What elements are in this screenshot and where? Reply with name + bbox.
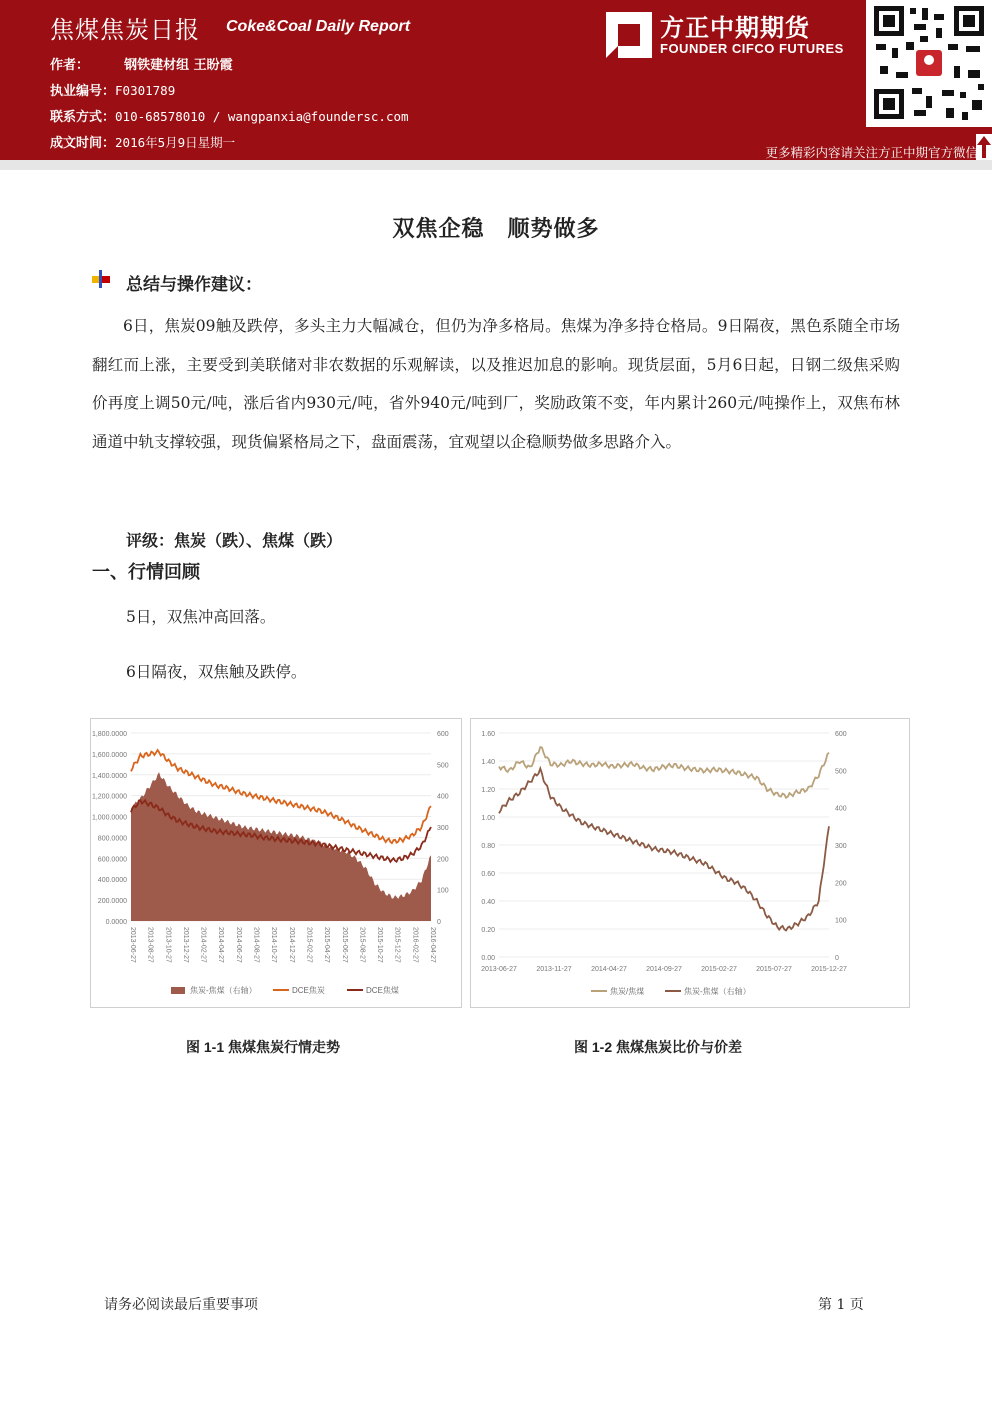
x-tick-label: 2015-10-27 <box>376 927 384 963</box>
y-left-tick-label: 0.00 <box>481 955 495 962</box>
x-tick-label: 2014-12-27 <box>287 927 295 963</box>
x-tick-label: 2014-08-27 <box>252 927 260 963</box>
x-tick-label: 2015-08-27 <box>358 927 366 963</box>
page-number: 第 1 页 <box>818 1297 864 1313</box>
qr-code-icon <box>866 0 992 127</box>
summary-heading: 总结与操作建议： <box>126 275 262 295</box>
contact-value: 010-68578010 / wangpanxia@foundersc.com <box>115 109 409 124</box>
y-left-tick-label: 800.0000 <box>97 835 127 843</box>
scroll-up-button[interactable] <box>976 134 992 160</box>
x-tick-label: 2015-06-27 <box>340 927 348 963</box>
follow-wechat-text: 更多精彩内容请关注方正中期官方微信 <box>765 145 978 160</box>
x-tick-label: 2015-02-27 <box>305 927 313 963</box>
x-tick-label: 2013-08-27 <box>146 927 154 963</box>
author-label: 作者： <box>50 58 90 73</box>
y-left-tick-label: 0.0000 <box>105 919 127 926</box>
x-tick-label: 2013-12-27 <box>181 927 189 963</box>
license-value: F0301789 <box>115 83 176 98</box>
logo-text-cn: 方正中期期货 <box>660 14 810 42</box>
y-right-tick-label: 300 <box>835 843 847 850</box>
section-bullet-icon <box>92 270 110 288</box>
legend-label: 焦炭-焦煤（右轴） <box>190 986 257 995</box>
y-right-tick-label: 500 <box>437 762 449 770</box>
author-value: 钢铁建材组 王盼霞 <box>124 58 233 73</box>
y-right-tick-label: 100 <box>437 887 449 895</box>
x-tick-label: 2014-06-27 <box>234 927 242 963</box>
x-tick-label: 2013-10-27 <box>164 927 172 963</box>
series-area <box>131 772 431 921</box>
x-tick-label: 2014-09-27 <box>646 966 682 973</box>
y-left-tick-label: 600.0000 <box>97 856 127 864</box>
x-tick-label: 2014-04-27 <box>591 966 627 973</box>
y-right-tick-label: 100 <box>835 917 847 925</box>
chart-ratio-spread <box>470 718 910 1008</box>
report-title-en: Coke&Coal Daily Report <box>226 18 411 35</box>
y-right-tick-label: 400 <box>437 793 449 801</box>
y-right-tick-label: 0 <box>835 955 839 962</box>
y-left-tick-label: 1,000.0000 <box>91 814 127 822</box>
x-tick-label: 2013-06-27 <box>481 966 517 973</box>
contact-label: 联系方式： <box>50 110 116 125</box>
y-right-tick-label: 400 <box>835 805 847 813</box>
y-right-tick-label: 500 <box>835 768 847 776</box>
footer-disclaimer: 请务必阅读最后重要事项 <box>104 1297 258 1313</box>
y-left-tick-label: 1,200.0000 <box>91 793 127 801</box>
y-left-tick-label: 200.0000 <box>97 898 127 906</box>
chart-coke-coal-trend <box>90 718 462 1008</box>
y-left-tick-label: 0.60 <box>481 871 495 878</box>
y-left-tick-label: 0.20 <box>481 927 495 934</box>
series-line <box>499 769 829 931</box>
y-right-tick-label: 300 <box>437 825 449 832</box>
arrow-up-icon <box>976 134 992 160</box>
y-left-tick-label: 1.20 <box>481 787 495 794</box>
qr-code[interactable] <box>866 0 992 127</box>
y-left-tick-label: 0.80 <box>481 843 495 850</box>
date-label: 成文时间： <box>50 136 116 151</box>
license-label: 执业编号： <box>50 84 116 99</box>
company-logo <box>604 8 860 64</box>
chart-2-svg <box>471 719 909 1007</box>
review-line-2: 6日隔夜，双焦触及跌停。 <box>126 663 307 681</box>
legend-label: DCE焦炭 <box>292 986 325 995</box>
y-left-tick-label: 1.60 <box>481 731 495 738</box>
y-left-tick-label: 0.40 <box>481 899 495 906</box>
x-tick-label: 2013-06-27 <box>129 927 136 963</box>
y-right-tick-label: 600 <box>437 731 449 738</box>
document-title: 双焦企稳 顺势做多 <box>392 217 600 242</box>
summary-paragraph: 6日，焦炭09触及跌停，多头主力大幅减仓，但仍为净多格局。焦煤为净多持仓格局。9日隔夜，黑色系随全市场翻红而上涨，主要受到美联储对非农数据的乐观解读，以及推迟加息的影响。现货层面，5月6日起，日钢二级焦采购价再度上调50元/吨，涨后省内930元/吨，省外940元/吨到厂，奖励政策不变，年内累计260元/吨操作上，双焦布林通道中轨支撑较强，现货偏紧格局之下，盘面震荡，宜观望以企稳顺势做多思路介入。 <box>92 317 900 451</box>
y-left-tick-label: 400.0000 <box>97 877 127 885</box>
logo-text-en: FOUNDER CIFCO FUTURES <box>660 41 844 56</box>
legend-label: 焦炭-焦煤（右轴） <box>684 987 751 996</box>
rating-line: 评级：焦炭（跌）、焦煤（跌） <box>126 531 343 550</box>
y-left-tick-label: 1,800.0000 <box>91 731 127 738</box>
header-divider <box>0 160 992 170</box>
figure-caption-2: 图 1-2 焦煤焦炭比价与价差 <box>573 1039 742 1055</box>
license-row <box>50 80 175 99</box>
chart-1-svg <box>91 719 461 1007</box>
x-tick-label: 2014-04-27 <box>217 927 225 963</box>
x-tick-label: 2015-07-27 <box>756 966 792 973</box>
x-tick-label: 2014-02-27 <box>199 927 207 963</box>
y-right-tick-label: 200 <box>835 880 847 888</box>
x-tick-label: 2014-10-27 <box>270 927 278 963</box>
y-left-tick-label: 1,600.0000 <box>91 751 127 759</box>
legend-label: 焦炭/焦煤 <box>610 987 645 996</box>
logo-mark-icon <box>604 8 656 60</box>
legend-swatch <box>171 987 185 994</box>
review-line-1: 5日，双焦冲高回落。 <box>126 608 276 626</box>
figure-caption-1: 图 1-1 焦煤焦炭行情走势 <box>185 1039 340 1055</box>
x-tick-label: 2013-11-27 <box>536 966 572 973</box>
y-right-tick-label: 600 <box>835 731 847 738</box>
report-header <box>0 0 992 160</box>
x-tick-label: 2016-04-27 <box>429 927 436 963</box>
legend-label: DCE焦煤 <box>366 986 399 995</box>
author-row <box>50 54 233 73</box>
x-tick-label: 2015-12-27 <box>393 927 401 963</box>
y-left-tick-label: 1.40 <box>481 759 495 766</box>
y-right-tick-label: 200 <box>437 856 449 864</box>
x-tick-label: 2015-12-27 <box>811 966 847 973</box>
x-tick-label: 2015-02-27 <box>701 966 737 973</box>
date-row <box>50 132 235 151</box>
report-title: 焦煤焦炭日报 <box>50 16 200 44</box>
y-right-tick-label: 0 <box>437 919 441 926</box>
date-value: 2016年5月9日星期一 <box>115 135 236 150</box>
section-market-review: 一、行情回顾 <box>92 562 200 583</box>
x-tick-label: 2015-04-27 <box>323 927 331 963</box>
x-tick-label: 2016-02-27 <box>411 927 419 963</box>
contact-row <box>50 106 409 125</box>
y-left-tick-label: 1,400.0000 <box>91 772 127 780</box>
y-left-tick-label: 1.00 <box>481 815 495 822</box>
